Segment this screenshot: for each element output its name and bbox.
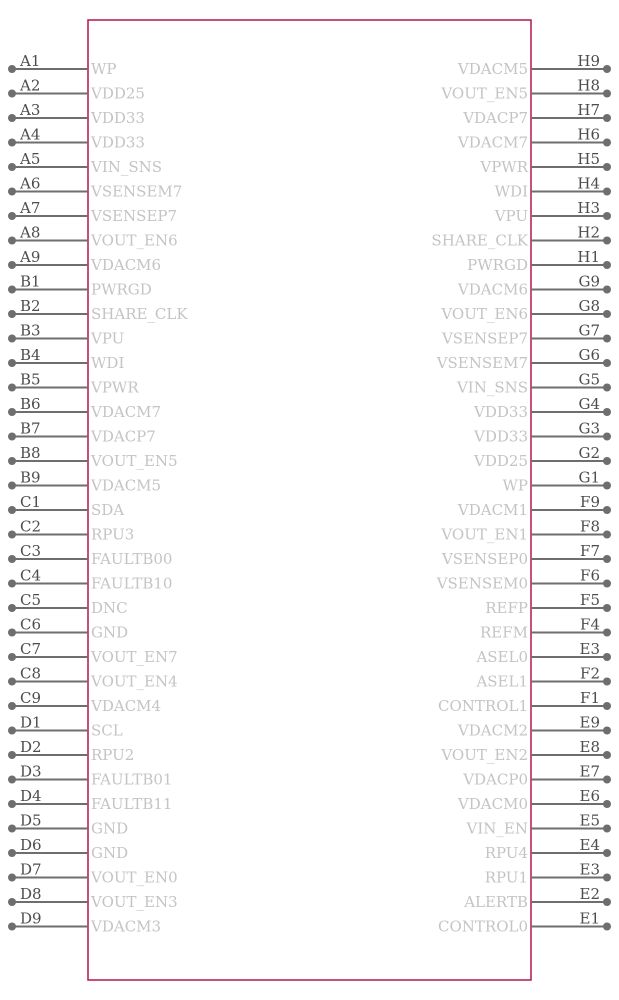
left-pin-terminal: [8, 188, 16, 196]
right-pin-name: VSENSEM0: [436, 574, 528, 593]
left-pin-number: C1: [20, 493, 42, 511]
left-pin-number: C8: [20, 664, 42, 683]
right-pin-terminal: [603, 188, 611, 196]
right-pin-terminal: [603, 849, 611, 857]
left-pin-terminal: [8, 531, 16, 539]
right-pin-terminal: [603, 359, 611, 367]
left-pin-terminal: [8, 114, 16, 122]
right-pin-name: REFM: [479, 623, 528, 642]
left-pin-number: C5: [20, 591, 42, 609]
left-pin-name: VPWR: [91, 378, 139, 397]
left-pin-number: C7: [20, 640, 42, 658]
left-pin-name: VDACM4: [91, 697, 162, 715]
right-pin-name: VDD33: [474, 403, 528, 421]
left-pin-number: D5: [20, 811, 42, 830]
left-pin-terminal: [8, 163, 16, 171]
left-pin-number: A6: [20, 174, 41, 193]
right-pin-terminal: [603, 727, 611, 735]
left-pin-terminal: [8, 629, 16, 637]
right-pin-name: VPU: [494, 207, 528, 225]
right-pin-name: VOUT_EN1: [441, 525, 528, 544]
left-pin-terminal: [8, 776, 16, 784]
left-pin-number: B4: [20, 346, 41, 364]
left-pin-name: GND: [91, 623, 129, 642]
right-pin-number: E7: [579, 762, 600, 781]
left-pin-name: VDACM5: [91, 476, 162, 495]
left-pin-number: B9: [20, 468, 41, 487]
left-pin-name: VOUT_EN0: [91, 868, 178, 887]
left-pin-name: VDACM7: [91, 403, 162, 421]
right-pin-number: E5: [579, 811, 600, 830]
right-pin-number: G1: [578, 468, 600, 487]
left-pin-terminal: [8, 335, 16, 343]
left-pin-terminal: [8, 604, 16, 612]
left-pin-terminal: [8, 898, 16, 906]
right-pin-name: VSENSEM7: [436, 354, 528, 372]
left-pin-terminal: [8, 384, 16, 392]
left-pin-number: A4: [20, 125, 41, 144]
right-pin-name: ASEL0: [476, 648, 528, 666]
left-pin-name: FAULTB01: [91, 770, 173, 789]
left-pin-terminal: [8, 727, 16, 735]
left-pin-number: B2: [20, 297, 41, 315]
left-pin-terminal: [8, 825, 16, 833]
left-pin-number: D1: [20, 713, 42, 732]
left-pin-number: D8: [20, 885, 42, 903]
left-pin-terminal: [8, 702, 16, 710]
left-pin-number: A1: [20, 52, 41, 70]
right-pin-terminal: [603, 678, 611, 686]
left-pin-number: D9: [20, 909, 42, 928]
right-pin-number: H7: [577, 101, 600, 119]
left-pin-name: PWRGD: [91, 280, 152, 299]
left-pin-number: A9: [20, 248, 41, 266]
left-pin-terminal: [8, 90, 16, 98]
left-pin-number: B5: [20, 370, 41, 389]
left-pin-number: A7: [20, 199, 41, 217]
right-pin-number: F8: [580, 517, 600, 536]
left-pin-number: A5: [20, 150, 41, 168]
right-pin-name: PWRGD: [467, 256, 528, 274]
right-pin-number: F1: [580, 689, 600, 707]
left-pin-terminal: [8, 555, 16, 563]
left-pin-terminal: [8, 874, 16, 882]
left-pin-terminal: [8, 457, 16, 465]
left-pin-name: FAULTB00: [91, 550, 173, 568]
right-pin-number: F7: [580, 542, 600, 560]
left-pin-name: GND: [91, 844, 129, 862]
right-pin-terminal: [603, 408, 611, 416]
right-pin-terminal: [603, 90, 611, 98]
right-pin-terminal: [603, 163, 611, 171]
right-pin-number: F6: [580, 566, 600, 585]
right-pin-number: E6: [579, 787, 600, 805]
left-pin-name: RPU3: [91, 525, 135, 544]
right-pin-name: VOUT_EN5: [441, 84, 528, 103]
right-pin-terminal: [603, 114, 611, 122]
right-pin-name: VIN_EN: [466, 819, 528, 838]
right-pin-number: G8: [578, 297, 600, 315]
right-pin-name: REFP: [485, 599, 528, 617]
right-pin-terminal: [603, 212, 611, 220]
right-pin-number: F4: [580, 615, 600, 634]
right-pin-number: H1: [577, 248, 600, 266]
right-pin-number: H3: [577, 199, 600, 217]
right-pin-number: E4: [579, 836, 600, 854]
left-pin-terminal: [8, 506, 16, 514]
left-pin-number: C4: [20, 566, 42, 585]
left-pin-terminal: [8, 286, 16, 294]
right-pin-number: F2: [580, 664, 600, 683]
right-pin-terminal: [603, 531, 611, 539]
left-pin-terminal: [8, 212, 16, 220]
left-pin-number: D2: [20, 738, 42, 756]
right-pin-terminal: [603, 286, 611, 294]
right-pin-name: VDACM2: [457, 721, 528, 740]
left-pin-terminal: [8, 408, 16, 416]
right-pin-name: RPU1: [484, 868, 528, 887]
left-pin-name: FAULTB11: [91, 795, 173, 813]
left-pin-name: VDD33: [91, 133, 145, 152]
left-pin-name: SCL: [91, 721, 123, 740]
left-pin-name: VIN_SNS: [91, 158, 163, 176]
left-pin-number: B1: [20, 272, 41, 291]
left-pin-terminal: [8, 261, 16, 269]
left-pin-number: B7: [20, 419, 41, 438]
right-pin-name: VDACM1: [457, 501, 528, 519]
right-pin-number: E3: [579, 860, 600, 879]
left-pin-name: VSENSEP7: [91, 207, 178, 225]
left-pin-terminal: [8, 800, 16, 808]
right-pin-name: VDACM6: [457, 280, 528, 299]
right-pin-name: VDACP0: [463, 770, 528, 789]
right-pin-group: [431, 52, 611, 936]
right-pin-number: F5: [580, 591, 600, 609]
right-pin-number: E3: [579, 640, 600, 658]
right-pin-terminal: [603, 580, 611, 588]
right-pin-number: G6: [578, 346, 600, 364]
left-pin-name: WDI: [91, 354, 125, 372]
right-pin-number: H2: [577, 223, 600, 242]
left-pin-terminal: [8, 139, 16, 147]
right-pin-number: E1: [579, 909, 600, 928]
right-pin-terminal: [603, 506, 611, 514]
left-pin-number: D3: [20, 762, 42, 781]
right-pin-number: H9: [577, 52, 600, 70]
right-pin-name: VDACM7: [457, 133, 528, 152]
right-pin-terminal: [603, 702, 611, 710]
left-pin-number: A2: [20, 76, 41, 95]
right-pin-terminal: [603, 261, 611, 269]
right-pin-terminal: [603, 898, 611, 906]
left-pin-name: VDACM6: [91, 256, 162, 274]
left-pin-terminal: [8, 678, 16, 686]
right-pin-number: H4: [577, 174, 600, 193]
left-pin-number: B8: [20, 444, 41, 462]
right-pin-terminal: [603, 139, 611, 147]
right-pin-name: VOUT_EN2: [441, 746, 528, 764]
right-pin-name: VDACM5: [457, 60, 528, 78]
right-pin-name: SHARE_CLK: [431, 231, 528, 250]
left-pin-terminal: [8, 849, 16, 857]
left-pin-terminal: [8, 237, 16, 245]
left-pin-name: VOUT_EN6: [91, 231, 178, 250]
right-pin-number: E8: [579, 738, 600, 756]
left-pin-name: VSENSEM7: [91, 182, 183, 201]
right-pin-terminal: [603, 555, 611, 563]
right-pin-number: E9: [579, 713, 600, 732]
right-pin-number: H8: [577, 76, 600, 95]
right-pin-number: G2: [578, 444, 600, 462]
right-pin-name: VSENSEP0: [441, 550, 528, 568]
left-pin-number: C3: [20, 542, 42, 560]
right-pin-name: VIN_SNS: [456, 378, 528, 397]
left-pin-name: FAULTB10: [91, 574, 173, 593]
right-pin-name: VSENSEP7: [441, 329, 528, 348]
right-pin-terminal: [603, 482, 611, 490]
right-pin-number: H5: [577, 150, 600, 168]
right-pin-terminal: [603, 457, 611, 465]
right-pin-name: WP: [502, 476, 528, 495]
left-pin-number: C9: [20, 689, 42, 707]
left-pin-name: RPU2: [91, 746, 135, 764]
left-pin-terminal: [8, 433, 16, 441]
left-pin-terminal: [8, 359, 16, 367]
right-pin-terminal: [603, 874, 611, 882]
left-pin-group: [8, 52, 188, 936]
right-pin-name: ASEL1: [476, 672, 528, 691]
right-pin-terminal: [603, 433, 611, 441]
right-pin-terminal: [603, 923, 611, 931]
right-pin-terminal: [603, 65, 611, 73]
right-pin-terminal: [603, 629, 611, 637]
left-pin-number: D7: [20, 860, 42, 879]
right-pin-name: VDD33: [474, 427, 528, 446]
left-pin-number: B6: [20, 395, 41, 413]
right-pin-number: G7: [578, 321, 600, 340]
right-pin-terminal: [603, 751, 611, 759]
right-pin-number: G5: [578, 370, 600, 389]
left-pin-name: WP: [91, 60, 117, 78]
right-pin-number: G9: [578, 272, 600, 291]
right-pin-number: H6: [577, 125, 600, 144]
left-pin-number: A3: [20, 101, 41, 119]
left-pin-terminal: [8, 923, 16, 931]
right-pin-name: VDACP7: [463, 109, 528, 127]
right-pin-number: F9: [580, 493, 600, 511]
left-pin-number: D4: [20, 787, 42, 805]
right-pin-number: E2: [579, 885, 600, 903]
right-pin-number: G3: [578, 419, 600, 438]
right-pin-name: ALERTB: [464, 893, 528, 911]
left-pin-number: C2: [20, 517, 42, 536]
right-pin-terminal: [603, 776, 611, 784]
left-pin-number: C6: [20, 615, 42, 634]
left-pin-terminal: [8, 580, 16, 588]
right-pin-terminal: [603, 604, 611, 612]
left-pin-name: VDD33: [91, 109, 145, 127]
right-pin-name: CONTROL0: [438, 917, 528, 936]
left-pin-name: DNC: [91, 599, 128, 617]
left-pin-terminal: [8, 751, 16, 759]
left-pin-number: B3: [20, 321, 41, 340]
left-pin-number: D6: [20, 836, 42, 854]
left-pin-name: VDD25: [91, 84, 145, 103]
right-pin-terminal: [603, 310, 611, 318]
left-pin-name: SDA: [91, 501, 125, 519]
right-pin-name: VDD25: [474, 452, 528, 470]
right-pin-name: RPU4: [484, 844, 528, 862]
right-pin-terminal: [603, 825, 611, 833]
right-pin-terminal: [603, 335, 611, 343]
left-pin-terminal: [8, 65, 16, 73]
right-pin-number: G4: [578, 395, 600, 413]
left-pin-name: VPU: [91, 329, 125, 348]
left-pin-number: A8: [20, 223, 41, 242]
right-pin-terminal: [603, 384, 611, 392]
left-pin-name: VOUT_EN7: [91, 648, 178, 666]
right-pin-name: VOUT_EN6: [441, 305, 528, 323]
left-pin-name: VOUT_EN4: [91, 672, 178, 691]
left-pin-name: VOUT_EN5: [91, 452, 178, 470]
right-pin-name: CONTROL1: [438, 697, 528, 715]
right-pin-terminal: [603, 237, 611, 245]
left-pin-name: GND: [91, 819, 129, 838]
left-pin-name: SHARE_CLK: [91, 305, 188, 323]
left-pin-terminal: [8, 653, 16, 661]
left-pin-name: VOUT_EN3: [91, 893, 178, 911]
right-pin-name: WDI: [494, 182, 528, 201]
right-pin-terminal: [603, 800, 611, 808]
left-pin-name: VDACP7: [91, 427, 156, 446]
right-pin-terminal: [603, 653, 611, 661]
right-pin-name: VDACM0: [457, 795, 528, 813]
left-pin-terminal: [8, 482, 16, 490]
left-pin-terminal: [8, 310, 16, 318]
left-pin-name: VDACM3: [91, 917, 162, 936]
right-pin-name: VPWR: [480, 158, 528, 176]
